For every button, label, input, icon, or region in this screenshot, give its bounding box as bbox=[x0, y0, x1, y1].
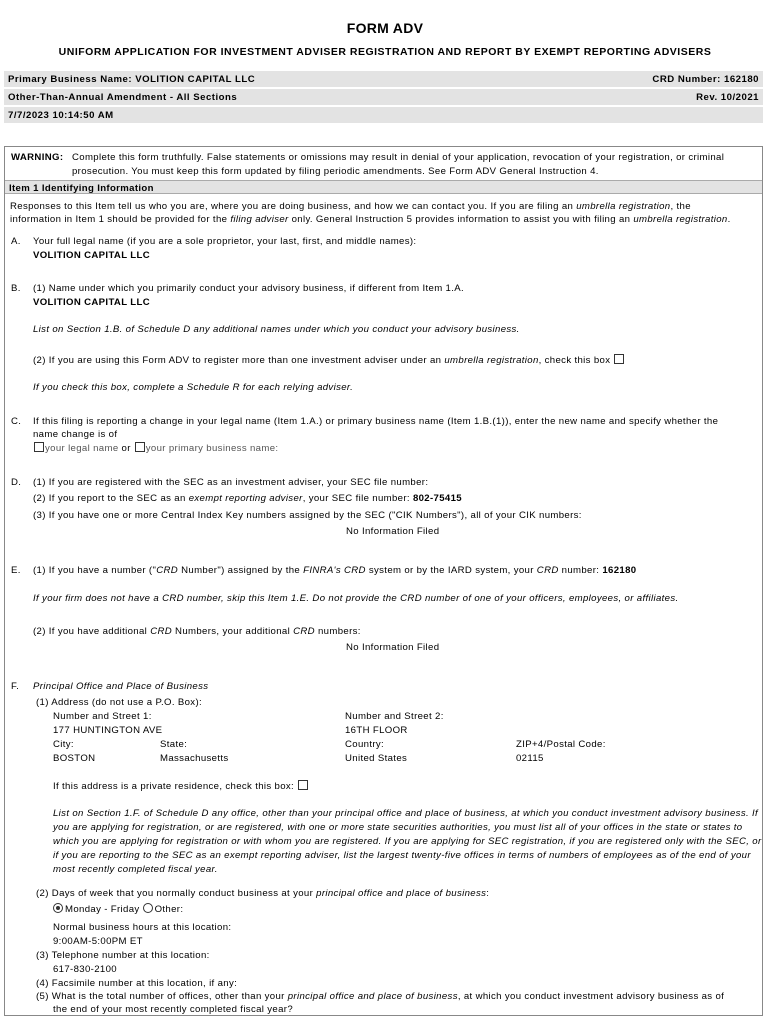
cik-no-info: No Information Filed bbox=[346, 526, 440, 537]
form-subtitle: UNIFORM APPLICATION FOR INVESTMENT ADVISER REGISTRATION AND REPORT BY EXEMPT REPORTING ADVISERS bbox=[58, 46, 712, 58]
item-f5-question: (5) What is the total number of offices, other than your principal office and place of business, at which you conduct investment advisory business as of bbox=[36, 991, 725, 1002]
business-name-band bbox=[4, 71, 763, 87]
umbrella-registration-checkbox[interactable] bbox=[614, 354, 624, 364]
private-residence-checkbox[interactable] bbox=[298, 780, 308, 790]
business-name-value: VOLITION CAPITAL LLC bbox=[33, 297, 150, 308]
item-e1-note: If your firm does not have a CRD number, skip this Item 1.E. Do not provide the CRD number of one of your officers, employees, or affiliates. bbox=[33, 593, 679, 604]
form-content-box bbox=[4, 146, 763, 1016]
item-c-options: your legal name or your primary business name: bbox=[33, 442, 278, 454]
item-f1-question: (1) Address (do not use a P.O. Box): bbox=[36, 697, 203, 708]
item-d3-question: (3) If you have one or more Central Index Key numbers assigned by the SEC ("CIK Numbers"), all of your CIK numbers: bbox=[33, 510, 582, 521]
item-f-note-line-5: most recently completed fiscal year. bbox=[53, 864, 218, 875]
item-d-letter: D. bbox=[11, 477, 22, 488]
zip-label: ZIP+4/Postal Code: bbox=[516, 739, 606, 750]
item-b1-note: List on Section 1.B. of Schedule D any additional names under which you conduct your advisory business. bbox=[33, 324, 520, 335]
timestamp: 7/7/2023 10:14:50 AM bbox=[8, 110, 114, 121]
telephone-value: 617-830-2100 bbox=[53, 964, 117, 975]
item-f-note-line-2: you are applying for registration, or are registered, with one or more state securities authorities, you must list all of your offices in the state or states to bbox=[53, 822, 743, 833]
private-residence-question: If this address is a private residence, check this box: bbox=[53, 780, 309, 792]
item-b1-question: (1) Name under which you primarily conduct your advisory business, if different from Item 1.A. bbox=[33, 283, 465, 294]
item-e2-question: (2) If you have additional CRD Numbers, your additional CRD numbers: bbox=[33, 626, 361, 637]
business-hours-label: Normal business hours at this location: bbox=[53, 922, 232, 933]
item-f-heading: Principal Office and Place of Business bbox=[33, 681, 209, 692]
item-f-letter: F. bbox=[11, 681, 20, 692]
item-f5-question-line-2: the end of your most recently completed fiscal year? bbox=[53, 1004, 294, 1015]
item-f-note-line-3: which you are applying for registration or with whom you are registered. If you are applying for SEC registration, if you are registered only with the SEC, or bbox=[53, 836, 762, 847]
item1-intro-line-1: Responses to this Item tell us who you are, where you are doing business, and how we can contact you. If you are filing an umbrella registration, the bbox=[10, 201, 691, 212]
item-a-letter: A. bbox=[11, 236, 21, 247]
form-title: FORM ADV bbox=[346, 20, 424, 36]
crd-number: CRD Number: 162180 bbox=[652, 74, 759, 85]
city-label: City: bbox=[53, 739, 74, 750]
street1-label: Number and Street 1: bbox=[53, 711, 152, 722]
item-f4-question: (4) Facsimile number at this location, if any: bbox=[36, 978, 238, 989]
city-value: BOSTON bbox=[53, 753, 96, 764]
state-value: Massachusetts bbox=[160, 753, 229, 764]
crd-number-value: 162180 bbox=[602, 565, 637, 576]
state-label: State: bbox=[160, 739, 188, 750]
monday-friday-radio[interactable] bbox=[53, 903, 63, 913]
item-b2-question: (2) If you are using this Form ADV to register more than one investment adviser under an umbrella registration, check this box bbox=[33, 354, 625, 366]
item-c-letter: C. bbox=[11, 416, 22, 427]
item-b2-note: If you check this box, complete a Schedule R for each relying adviser. bbox=[33, 382, 354, 393]
sec-file-number: 802-75415 bbox=[412, 493, 462, 504]
street2-label: Number and Street 2: bbox=[345, 711, 444, 722]
legal-name-value: VOLITION CAPITAL LLC bbox=[33, 250, 150, 261]
item-f-note-line-4: if you are reporting to the SEC as an exempt reporting adviser, list the largest twenty-five offices in terms of numbers of employees as of the end of your bbox=[53, 850, 751, 861]
item-e1-question: (1) If you have a number ("CRD Number") assigned by the FINRA's CRD system or by the IARD system, your CRD number: 162180 bbox=[33, 565, 637, 576]
country-label: Country: bbox=[345, 739, 385, 750]
item-f-note-line-1: List on Section 1.F. of Schedule D any office, other than your principal office and place of business, at which you conduct investment advisory business. If bbox=[53, 808, 759, 819]
timestamp-band bbox=[4, 107, 763, 123]
business-hours-value: 9:00AM-5:00PM ET bbox=[53, 936, 143, 947]
amendment-band bbox=[4, 89, 763, 105]
other-days-radio[interactable] bbox=[143, 903, 153, 913]
item-d2-question: (2) If you report to the SEC as an exempt reporting adviser, your SEC file number: 802-75415 bbox=[33, 493, 462, 504]
street1-value: 177 HUNTINGTON AVE bbox=[53, 725, 163, 736]
business-days-options: Monday - Friday Other: bbox=[53, 903, 183, 915]
item-f3-question: (3) Telephone number at this location: bbox=[36, 950, 210, 961]
warning-line-1: Complete this form truthfully. False statements or omissions may result in denial of your application, revocation of your registration, or criminal bbox=[72, 152, 725, 163]
item-b-letter: B. bbox=[11, 283, 21, 294]
business-name-change-checkbox[interactable] bbox=[135, 442, 145, 452]
item-a-question: Your full legal name (if you are a sole proprietor, your last, first, and middle names): bbox=[33, 236, 417, 247]
amendment-type: Other-Than-Annual Amendment - All Sections bbox=[8, 92, 238, 103]
item-d1-question: (1) If you are registered with the SEC as an investment adviser, your SEC file number: bbox=[33, 477, 429, 488]
item-e-letter: E. bbox=[11, 565, 21, 576]
zip-value: 02115 bbox=[516, 753, 544, 764]
item1-intro-line-2: information in Item 1 should be provided for the filing adviser only. General Instruction 5 provides information to assist you with filing an umbrella registration. bbox=[10, 214, 731, 225]
item-f2-question: (2) Days of week that you normally conduct business at your principal office and place of business: bbox=[36, 888, 490, 899]
item-c-line-1: If this filing is reporting a change in your legal name (Item 1.A.) or primary business name (Item 1.B.(1)), enter the new name and specify whether the bbox=[33, 416, 719, 427]
primary-business-name: Primary Business Name: VOLITION CAPITAL LLC bbox=[8, 74, 256, 85]
street2-value: 16TH FLOOR bbox=[345, 725, 408, 736]
warning-label: WARNING: bbox=[11, 152, 64, 163]
country-value: United States bbox=[345, 753, 408, 764]
item1-heading: Item 1 Identifying Information bbox=[5, 180, 762, 194]
warning-line-2: prosecution. You must keep this form updated by filing periodic amendments. See Form ADV General Instruction 4. bbox=[72, 166, 599, 177]
item-c-line-2: name change is of bbox=[33, 429, 118, 440]
legal-name-change-checkbox[interactable] bbox=[34, 442, 44, 452]
revision: Rev. 10/2021 bbox=[696, 92, 759, 103]
additional-crd-no-info: No Information Filed bbox=[346, 642, 440, 653]
